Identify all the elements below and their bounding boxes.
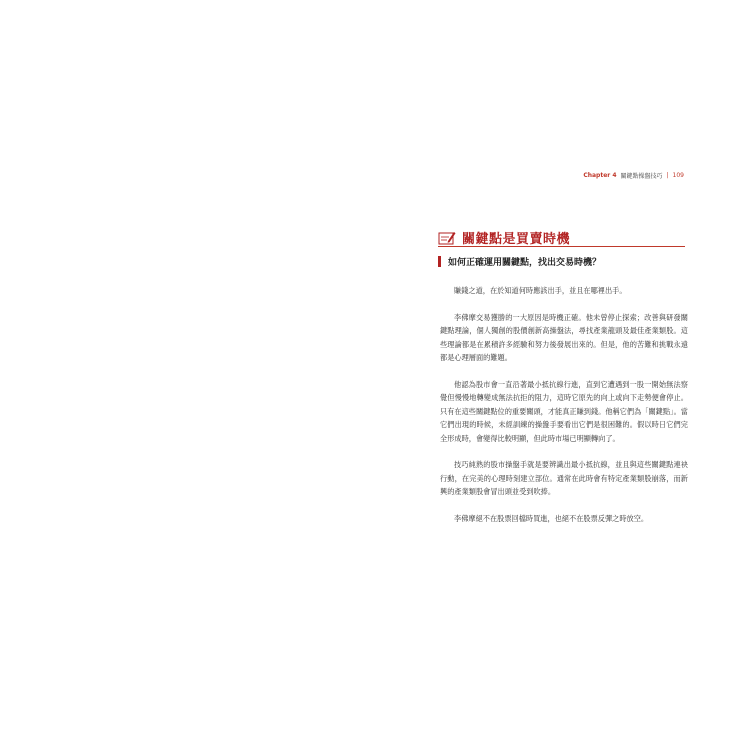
- running-head: [583, 171, 684, 180]
- chapter-label: Chapter 4: [583, 172, 617, 179]
- subheading-bar: [438, 256, 441, 267]
- section-heading: [438, 228, 685, 247]
- paragraph: 李佛摩交易獲勝的一大原因是時機正確。他未曾停止探索；改善與研發關鍵點理論，個人獨創的股價創新高操盤法，尋找產業龍頭及最佳產業類股。這些理論都是在累積許多經驗和努力後發展出來的。但是，他的苦難和挑戰永遠都是心理層面的難題。: [440, 312, 688, 362]
- header-separator: |: [666, 172, 669, 179]
- paragraph: 李佛摩絕不在股票回檔時買進，也絕不在股票反彈之時放空。: [454, 513, 649, 523]
- chapter-title: 關鍵點操盤技巧: [620, 173, 663, 180]
- page-number: 109: [672, 172, 684, 179]
- pencil-note-icon: [438, 230, 456, 245]
- subheading-text: 如何正確運用關鍵點，找出交易時機？: [448, 258, 602, 268]
- paragraph: 賺錢之道，在於知道何時應該出手，並且在哪裡出手。: [454, 286, 627, 295]
- paragraph: 技巧純熟的股市操盤手就是要辨識出最小抵抗線，並且與這些關鍵點連袂行動，在完美的心理時刻建立部位。通常在此時會有特定產業類股崩落，而新興的產業類股會冒出頭並受到吹捧。: [440, 460, 688, 496]
- paragraph: 他認為股市會一直沿著最小抵抗線行進，直到它遭遇到一股一開始無法察覺但慢慢地轉變成無法抗拒的阻力，這時它原先的向上或向下走勢便會停止。只有在這些關鍵點位的重要關頭，才能真正賺到錢。他稱它們為「關鍵點」。當它們出現的時候，未經訓練的操盤手要看出它們是很困難的。假以時日它們完全形成時，會變得比較明顯，但此時市場已明顯轉向了。: [440, 379, 688, 443]
- section-title: 關鍵點是買賣時機: [462, 231, 571, 247]
- body-text: [440, 284, 688, 538]
- subheading: [438, 255, 601, 268]
